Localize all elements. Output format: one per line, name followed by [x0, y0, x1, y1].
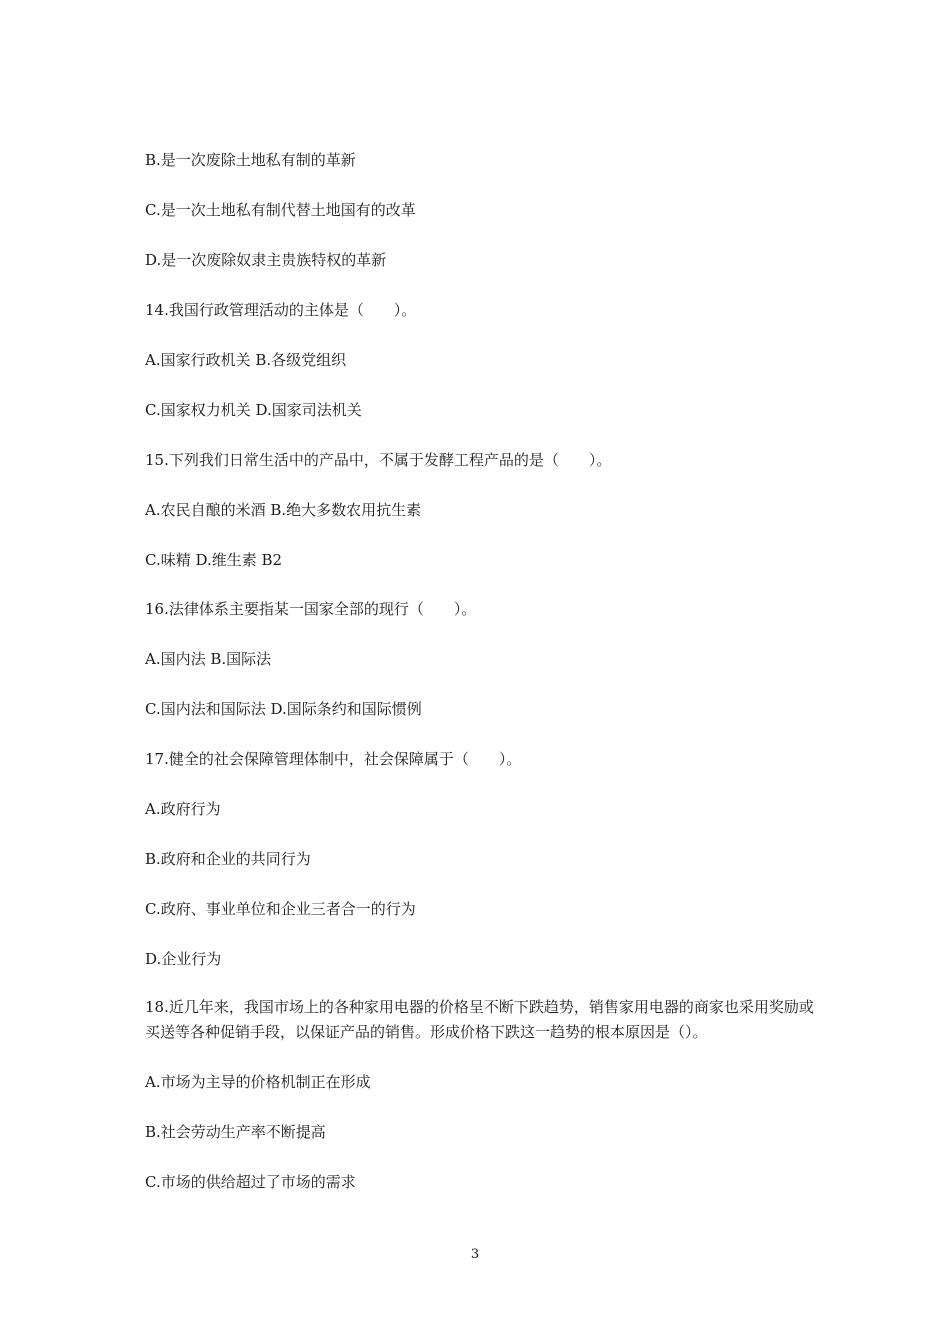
option-18-b: B.社会劳动生产率不断提高: [145, 1123, 326, 1141]
question-17: 17.健全的社会保障管理体制中，社会保障属于（ ）。: [145, 750, 522, 768]
option-17-c: C.政府、事业单位和企业三者合一的行为: [145, 900, 416, 918]
option-17-a: A.政府行为: [145, 800, 221, 818]
options-15-ab: A.农民自酿的米酒 B.绝大多数农用抗生素: [145, 501, 422, 519]
option-18-a: A.市场为主导的价格机制正在形成: [145, 1073, 371, 1091]
question-15: 15.下列我们日常生活中的产品中，不属于发酵工程产品的是（ ）。: [145, 451, 612, 469]
options-16-ab: A.国内法 B.国际法: [145, 650, 272, 668]
options-14-cd: C.国家权力机关 D.国家司法机关: [145, 401, 362, 419]
question-18: 18.近几年来，我国市场上的各种家用电器的价格呈不断下跌趋势，销售家用电器的商家也采用奖励或买送等各种促销手段，以保证产品的销售。形成价格下跌这一趋势的根本原因是（）。: [145, 998, 814, 1041]
option-13-d: D.是一次废除奴隶主贵族特权的革新: [145, 251, 387, 269]
option-13-c: C.是一次土地私有制代替土地国有的改革: [145, 201, 416, 219]
option-17-d: D.企业行为: [145, 950, 222, 968]
question-14: 14.我国行政管理活动的主体是（ ）。: [145, 301, 417, 319]
page-number: 3: [470, 1247, 480, 1262]
option-13-b: B.是一次废除土地私有制的革新: [145, 151, 356, 169]
options-15-cd: C.味精 D.维生素 B2: [145, 551, 283, 569]
option-18-c: C.市场的供给超过了市场的需求: [145, 1173, 356, 1191]
question-16: 16.法律体系主要指某一国家全部的现行（ ）。: [145, 600, 477, 618]
options-16-cd: C.国内法和国际法 D.国际条约和国际惯例: [145, 700, 422, 718]
option-17-b: B.政府和企业的共同行为: [145, 850, 311, 868]
options-14-ab: A.国家行政机关 B.各级党组织: [145, 351, 347, 369]
